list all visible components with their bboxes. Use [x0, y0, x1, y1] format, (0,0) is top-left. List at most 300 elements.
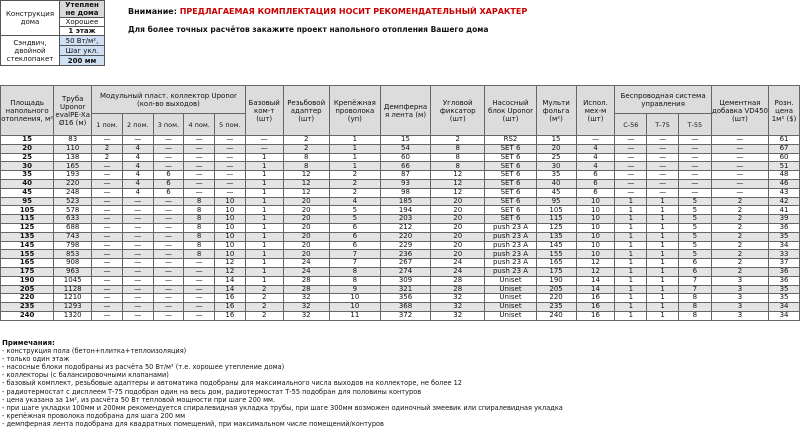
- table-cell: 8: [678, 294, 711, 303]
- table-cell: 853: [54, 250, 92, 259]
- table-cell: —: [92, 267, 123, 276]
- table-cell: 3: [711, 311, 768, 320]
- table-cell: 1: [615, 259, 647, 268]
- table-cell: 12: [215, 259, 246, 268]
- step-value: 200 мм: [60, 56, 105, 66]
- table-cell: 10: [329, 303, 380, 312]
- table-cell: Uniset: [485, 285, 536, 294]
- table-cell: SET 6: [485, 179, 536, 188]
- table-cell: —: [92, 276, 123, 285]
- col-wire: Крепёжная проволока (уп): [329, 86, 380, 136]
- table-cell: 3: [711, 276, 768, 285]
- table-cell: 115: [536, 215, 576, 224]
- table-cell: —: [153, 294, 184, 303]
- table-cell: 798: [54, 241, 92, 250]
- table-cell: 20: [431, 223, 485, 232]
- table-cell: SET 6: [485, 197, 536, 206]
- table-cell: 16: [215, 311, 246, 320]
- table-cell: 48: [769, 171, 800, 180]
- table-cell: 6: [329, 232, 380, 241]
- table-cell: SET 6: [485, 171, 536, 180]
- table-cell: 6: [153, 188, 184, 197]
- table-cell: —: [153, 144, 184, 153]
- table-cell: 8: [184, 197, 215, 206]
- table-cell: 963: [54, 267, 92, 276]
- table-cell: —: [184, 153, 215, 162]
- table-cell: 14: [215, 285, 246, 294]
- table-cell: 1: [615, 250, 647, 259]
- table-cell: 1: [647, 259, 679, 268]
- table-cell: 10: [215, 215, 246, 224]
- table-cell: —: [153, 276, 184, 285]
- table-cell: 67: [769, 144, 800, 153]
- table-cell: —: [711, 136, 768, 145]
- table-cell: 2: [329, 171, 380, 180]
- table-cell: SET 6: [485, 206, 536, 215]
- table-cell: 46: [769, 179, 800, 188]
- table-cell: —: [184, 162, 215, 171]
- table-cell: 1: [615, 241, 647, 250]
- table-cell: 25: [536, 153, 576, 162]
- table-cell: 1045: [54, 276, 92, 285]
- table-cell: 12: [431, 171, 485, 180]
- table-cell: 6: [329, 223, 380, 232]
- table-cell: 8: [329, 276, 380, 285]
- table-cell: 175: [1, 267, 54, 276]
- table-cell: 10: [215, 206, 246, 215]
- table-cell: 4: [122, 179, 153, 188]
- col-collector-5: 5 пом.: [215, 114, 246, 136]
- col-collector: Модульный пласт. коллектор Uponor (кол-во выходов): [92, 86, 246, 114]
- table-cell: 1: [245, 250, 283, 259]
- table-cell: 105: [536, 206, 576, 215]
- table-cell: 321: [380, 285, 430, 294]
- table-cell: 6: [153, 179, 184, 188]
- table-cell: 3: [711, 285, 768, 294]
- table-cell: 1: [615, 303, 647, 312]
- table-row: [1, 232, 800, 241]
- table-cell: 2: [283, 136, 329, 145]
- table-cell: 4: [122, 171, 153, 180]
- table-cell: 2: [245, 303, 283, 312]
- table-cell: 10: [329, 294, 380, 303]
- table-cell: 4: [122, 162, 153, 171]
- table-cell: 20: [283, 206, 329, 215]
- table-cell: —: [92, 206, 123, 215]
- table-cell: 175: [536, 267, 576, 276]
- table-cell: —: [711, 179, 768, 188]
- note-item: - демпферная лента подобрана для квадратных помещений, при максимальном числе помещений/контуров: [2, 419, 384, 428]
- table-cell: —: [184, 285, 215, 294]
- table-cell: —: [122, 294, 153, 303]
- table-cell: 145: [1, 241, 54, 250]
- table-cell: —: [153, 162, 184, 171]
- table-cell: 24: [431, 259, 485, 268]
- table-cell: 28: [431, 285, 485, 294]
- table-cell: 14: [576, 285, 615, 294]
- table-cell: —: [153, 215, 184, 224]
- table-cell: 14: [576, 276, 615, 285]
- table-cell: —: [122, 215, 153, 224]
- table-cell: 1: [245, 188, 283, 197]
- table-cell: 1: [615, 232, 647, 241]
- notice-text: ПРЕДЛАГАЕМАЯ КОМПЛЕКТАЦИЯ НОСИТ РЕКОМЕНДАТЕЛЬНЫЙ ХАРАКТЕР: [179, 7, 528, 16]
- table-cell: 240: [1, 311, 54, 320]
- table-cell: —: [92, 303, 123, 312]
- table-cell: 1: [647, 267, 679, 276]
- table-cell: 220: [54, 179, 92, 188]
- table-cell: —: [678, 144, 711, 153]
- table-cell: 2: [711, 232, 768, 241]
- table-cell: 12: [283, 171, 329, 180]
- table-cell: —: [711, 188, 768, 197]
- table-cell: 1: [615, 215, 647, 224]
- table-cell: 1: [615, 311, 647, 320]
- table-cell: 1: [615, 223, 647, 232]
- table-cell: 4: [329, 197, 380, 206]
- table-cell: —: [647, 136, 679, 145]
- note-item: - при шаге укладки 100мм и 200мм рекомендуется спиралевидная укладка трубы, при шаге 300мм возможен одиночный змеевик или спиралевидная укладка: [2, 403, 563, 412]
- table-cell: —: [122, 232, 153, 241]
- step-label: Шаг укл.: [60, 46, 105, 56]
- table-cell: —: [92, 215, 123, 224]
- table-cell: 15: [536, 136, 576, 145]
- table-cell: 1: [615, 294, 647, 303]
- table-cell: —: [615, 162, 647, 171]
- table-cell: 93: [380, 179, 430, 188]
- table-row: [1, 179, 800, 188]
- table-cell: 5: [678, 215, 711, 224]
- table-cell: 2: [245, 311, 283, 320]
- table-cell: 20: [1, 144, 54, 153]
- table-row: [1, 188, 800, 197]
- table-cell: —: [92, 223, 123, 232]
- table-cell: 1: [647, 285, 679, 294]
- heating-kit-table: [0, 85, 800, 321]
- table-cell: 83: [54, 136, 92, 145]
- table-cell: 32: [283, 294, 329, 303]
- table-cell: —: [215, 136, 246, 145]
- table-cell: 34: [769, 303, 800, 312]
- window-label: Сэндвич, двойной стеклопакет: [1, 36, 60, 66]
- table-cell: 267: [380, 259, 430, 268]
- table-cell: 1: [245, 179, 283, 188]
- table-cell: 12: [576, 259, 615, 268]
- table-row: [1, 197, 800, 206]
- table-cell: 6: [329, 241, 380, 250]
- table-cell: 1: [615, 197, 647, 206]
- table-cell: 95: [536, 197, 576, 206]
- table-cell: —: [92, 188, 123, 197]
- table-cell: 30: [536, 162, 576, 171]
- table-cell: 12: [576, 267, 615, 276]
- table-cell: 32: [283, 311, 329, 320]
- table-cell: —: [711, 162, 768, 171]
- table-cell: 1: [329, 162, 380, 171]
- table-cell: 356: [380, 294, 430, 303]
- table-cell: —: [122, 197, 153, 206]
- table-cell: 6: [153, 171, 184, 180]
- table-cell: 5: [329, 215, 380, 224]
- table-row: [1, 259, 800, 268]
- table-cell: 1: [245, 259, 283, 268]
- table-cell: 523: [54, 197, 92, 206]
- table-cell: —: [184, 144, 215, 153]
- table-cell: 1: [245, 241, 283, 250]
- col-pump: Насосный блок Uponor (шт): [485, 86, 536, 136]
- table-cell: 7: [678, 276, 711, 285]
- table-cell: —: [184, 136, 215, 145]
- table-cell: 1210: [54, 294, 92, 303]
- table-row: [1, 303, 800, 312]
- table-cell: 10: [215, 197, 246, 206]
- table-cell: —: [122, 136, 153, 145]
- table-cell: 1: [245, 171, 283, 180]
- table-cell: 24: [283, 259, 329, 268]
- table-cell: 10: [576, 206, 615, 215]
- note-item: - крепёжная проволока подобрана для шага 200 мм: [2, 411, 186, 420]
- note-item: - цена указана за 1м², из расчёта 50 Вт тепловой мощности при шаге 200 мм.: [2, 395, 276, 404]
- table-cell: —: [215, 171, 246, 180]
- table-cell: Uniset: [485, 294, 536, 303]
- table-cell: 110: [54, 144, 92, 153]
- table-cell: —: [122, 276, 153, 285]
- note-item: - конструкция пола (бетон+плитка+теплоизоляция): [2, 347, 187, 356]
- table-cell: 1: [245, 215, 283, 224]
- table-cell: —: [153, 206, 184, 215]
- table-cell: 4: [576, 153, 615, 162]
- col-area: Площадь напольного отопления, м²: [1, 86, 54, 136]
- table-cell: 5: [678, 206, 711, 215]
- table-cell: —: [576, 136, 615, 145]
- table-cell: 2: [329, 179, 380, 188]
- table-cell: 15: [1, 136, 54, 145]
- table-cell: 10: [576, 241, 615, 250]
- advice-text: Для более точных расчётов закажите проект напольного отопления Вашего дома: [128, 25, 489, 34]
- table-cell: —: [615, 144, 647, 153]
- table-cell: 35: [1, 171, 54, 180]
- table-cell: —: [184, 188, 215, 197]
- table-cell: 2: [711, 259, 768, 268]
- table-cell: 16: [576, 311, 615, 320]
- table-cell: —: [153, 285, 184, 294]
- table-cell: 28: [283, 276, 329, 285]
- table-cell: 20: [283, 241, 329, 250]
- table-cell: 1: [647, 206, 679, 215]
- table-cell: 35: [769, 294, 800, 303]
- table-cell: —: [92, 250, 123, 259]
- table-cell: 4: [122, 188, 153, 197]
- table-cell: —: [122, 259, 153, 268]
- table-cell: 8: [283, 162, 329, 171]
- table-cell: —: [184, 179, 215, 188]
- table-cell: 155: [536, 250, 576, 259]
- table-cell: 32: [283, 303, 329, 312]
- table-cell: —: [153, 232, 184, 241]
- table-cell: 33: [769, 250, 800, 259]
- notice-prefix: Внимание:: [128, 7, 177, 16]
- table-cell: —: [615, 188, 647, 197]
- table-cell: 240: [536, 311, 576, 320]
- table-cell: 24: [431, 267, 485, 276]
- table-row: [1, 153, 800, 162]
- table-cell: —: [678, 188, 711, 197]
- table-cell: Uniset: [485, 311, 536, 320]
- table-cell: 30: [1, 162, 54, 171]
- table-cell: 20: [431, 215, 485, 224]
- table-cell: 3: [711, 303, 768, 312]
- table-cell: 1: [615, 267, 647, 276]
- table-cell: —: [615, 136, 647, 145]
- table-cell: —: [92, 171, 123, 180]
- table-row: [1, 285, 800, 294]
- table-row: [1, 136, 800, 145]
- table-cell: 5: [678, 241, 711, 250]
- table-cell: 8: [283, 153, 329, 162]
- table-cell: —: [92, 285, 123, 294]
- table-cell: —: [92, 294, 123, 303]
- table-cell: 8: [184, 241, 215, 250]
- table-cell: 125: [536, 223, 576, 232]
- table-cell: push 23 A: [485, 223, 536, 232]
- insulation-value: Хорошее: [60, 18, 105, 27]
- table-cell: 1: [647, 311, 679, 320]
- table-cell: 6: [678, 259, 711, 268]
- table-cell: —: [153, 223, 184, 232]
- table-cell: 3: [711, 294, 768, 303]
- table-cell: 368: [380, 303, 430, 312]
- table-cell: 2: [245, 294, 283, 303]
- table-row: [1, 276, 800, 285]
- table-cell: 36: [769, 276, 800, 285]
- table-cell: 8: [184, 206, 215, 215]
- table-cell: —: [711, 153, 768, 162]
- note-item: - коллекторы (с балансировочными клапанами): [2, 371, 169, 380]
- table-cell: 2: [711, 197, 768, 206]
- table-cell: 8: [431, 162, 485, 171]
- table-cell: 194: [380, 206, 430, 215]
- table-cell: 145: [536, 241, 576, 250]
- table-cell: —: [184, 311, 215, 320]
- table-cell: 16: [576, 303, 615, 312]
- col-collector-3: 3 пом.: [153, 114, 184, 136]
- table-cell: 205: [1, 285, 54, 294]
- table-cell: 2: [711, 241, 768, 250]
- table-cell: 5: [678, 197, 711, 206]
- table-cell: 43: [769, 188, 800, 197]
- table-row: [1, 215, 800, 224]
- table-cell: 60: [769, 153, 800, 162]
- table-cell: 6: [678, 267, 711, 276]
- table-cell: SET 6: [485, 153, 536, 162]
- table-cell: 35: [769, 232, 800, 241]
- table-cell: push 23 A: [485, 232, 536, 241]
- notice: [128, 7, 527, 16]
- table-cell: 578: [54, 206, 92, 215]
- table-cell: 12: [215, 267, 246, 276]
- table-cell: 45: [1, 188, 54, 197]
- table-cell: 10: [576, 215, 615, 224]
- table-cell: 1: [329, 153, 380, 162]
- col-fixer: Угловой фиксатор (шт): [431, 86, 485, 136]
- table-row: [1, 294, 800, 303]
- table-cell: 309: [380, 276, 430, 285]
- col-base-kit: Базовый ком-т (шт): [245, 86, 283, 136]
- table-cell: 10: [215, 232, 246, 241]
- table-cell: —: [215, 144, 246, 153]
- table-cell: 14: [215, 276, 246, 285]
- table-cell: 10: [576, 250, 615, 259]
- table-cell: 20: [536, 144, 576, 153]
- col-price: Розн. цена 1м² ($): [769, 86, 800, 136]
- table-cell: 274: [380, 267, 430, 276]
- table-cell: 1: [647, 223, 679, 232]
- table-cell: 9: [329, 285, 380, 294]
- table-cell: 203: [380, 215, 430, 224]
- table-row: [1, 250, 800, 259]
- table-cell: 6: [576, 179, 615, 188]
- col-wireless-c56: С-56: [615, 114, 647, 136]
- table-cell: 10: [215, 223, 246, 232]
- table-cell: 236: [380, 250, 430, 259]
- table-cell: 36: [769, 267, 800, 276]
- table-cell: 235: [536, 303, 576, 312]
- power-value: 50 Вт/м²,: [60, 36, 105, 46]
- table-cell: 1: [647, 197, 679, 206]
- table-cell: 2: [711, 267, 768, 276]
- table-cell: 5: [329, 206, 380, 215]
- table-cell: 4: [576, 144, 615, 153]
- table-cell: —: [153, 267, 184, 276]
- table-cell: 1: [647, 250, 679, 259]
- table-row: [1, 144, 800, 153]
- table-cell: 1: [329, 144, 380, 153]
- table-cell: 8: [184, 232, 215, 241]
- table-cell: 16: [215, 294, 246, 303]
- table-cell: 35: [536, 171, 576, 180]
- table-row: [1, 241, 800, 250]
- table-cell: 12: [283, 188, 329, 197]
- table-cell: 165: [1, 259, 54, 268]
- table-cell: —: [122, 311, 153, 320]
- table-cell: —: [184, 294, 215, 303]
- table-cell: 45: [536, 188, 576, 197]
- table-cell: —: [678, 162, 711, 171]
- table-cell: 2: [711, 250, 768, 259]
- table-cell: 235: [1, 303, 54, 312]
- table-cell: 688: [54, 223, 92, 232]
- table-cell: —: [153, 259, 184, 268]
- table-cell: 2: [283, 144, 329, 153]
- table-cell: push 23 A: [485, 250, 536, 259]
- table-cell: 40: [1, 179, 54, 188]
- table-cell: 34: [769, 241, 800, 250]
- table-cell: 11: [329, 311, 380, 320]
- table-cell: 1: [245, 206, 283, 215]
- table-cell: —: [153, 311, 184, 320]
- table-row: [1, 162, 800, 171]
- table-cell: 60: [380, 153, 430, 162]
- table-cell: 1320: [54, 311, 92, 320]
- notes-list: [2, 347, 563, 428]
- col-collector-4: 4 пом.: [184, 114, 215, 136]
- table-cell: 8: [184, 250, 215, 259]
- table-cell: 28: [431, 276, 485, 285]
- table-cell: 1: [647, 232, 679, 241]
- table-cell: —: [615, 179, 647, 188]
- table-cell: —: [678, 179, 711, 188]
- table-cell: 4: [122, 144, 153, 153]
